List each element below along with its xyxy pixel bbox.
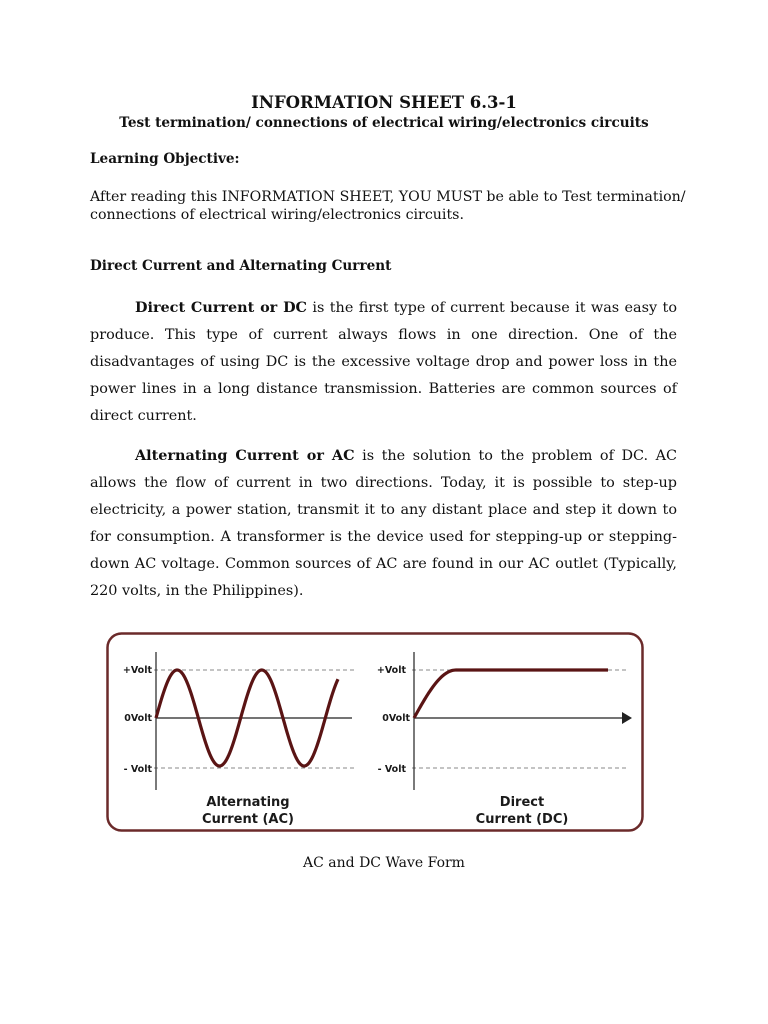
waveform-illustration [106,632,644,832]
dc-title-line1: Direct [499,795,545,810]
document-subtitle: Test termination/ connections of electrical wiring/electronics circuits [119,115,649,131]
dc-paragraph [90,294,677,430]
ac-zero-label: 0Volt [124,713,152,724]
ac-title-line2: Current (AC) [202,812,294,827]
dc-title-line2: Current (DC) [475,812,569,827]
dc-minus-label: - Volt [377,764,406,775]
figure-caption: AC and DC Wave Form [303,855,465,871]
ac-title-line1: Alternating [206,795,290,810]
ac-plus-label: +Volt [122,665,152,676]
dc-zero-label: 0Volt [382,713,410,724]
learning-objective-heading: Learning Objective: [90,151,240,167]
document-title: INFORMATION SHEET 6.3-1 [251,93,517,112]
dc-plus-label: +Volt [376,665,406,676]
learning-objective-text: After reading this INFORMATION SHEET, YOU MUST be able to Test termination/ connections of electrical wiring/electronics circuits. [90,189,686,223]
ac-minus-label: - Volt [123,764,152,775]
ac-paragraph-text: is the solution to the problem of DC. AC allows the flow of current in two directions. Today, it is possible to step-up electricity, a power station, transmit it to any distant place and step it down to for consumption. A transformer is the device used for stepping-up or stepping-down AC voltage. Common sources of AC are found in our AC outlet (Typically, 220 volts, in the Philippines). [90,448,677,599]
dc-paragraph-text: is the first type of current because it was easy to produce. This type of current always flows in one direction. One of the disadvantages of using DC is the excessive voltage drop and power loss in the power lines in a long distance transmission. Batteries are common sources of direct current. [90,300,677,424]
ac-paragraph-lead: Alternating Current or AC [135,447,355,464]
waveform-figure [106,632,644,832]
figure-frame [108,634,643,831]
dc-paragraph-lead: Direct Current or DC [135,299,308,316]
section-heading: Direct Current and Alternating Current [90,258,392,274]
ac-paragraph [90,442,677,605]
